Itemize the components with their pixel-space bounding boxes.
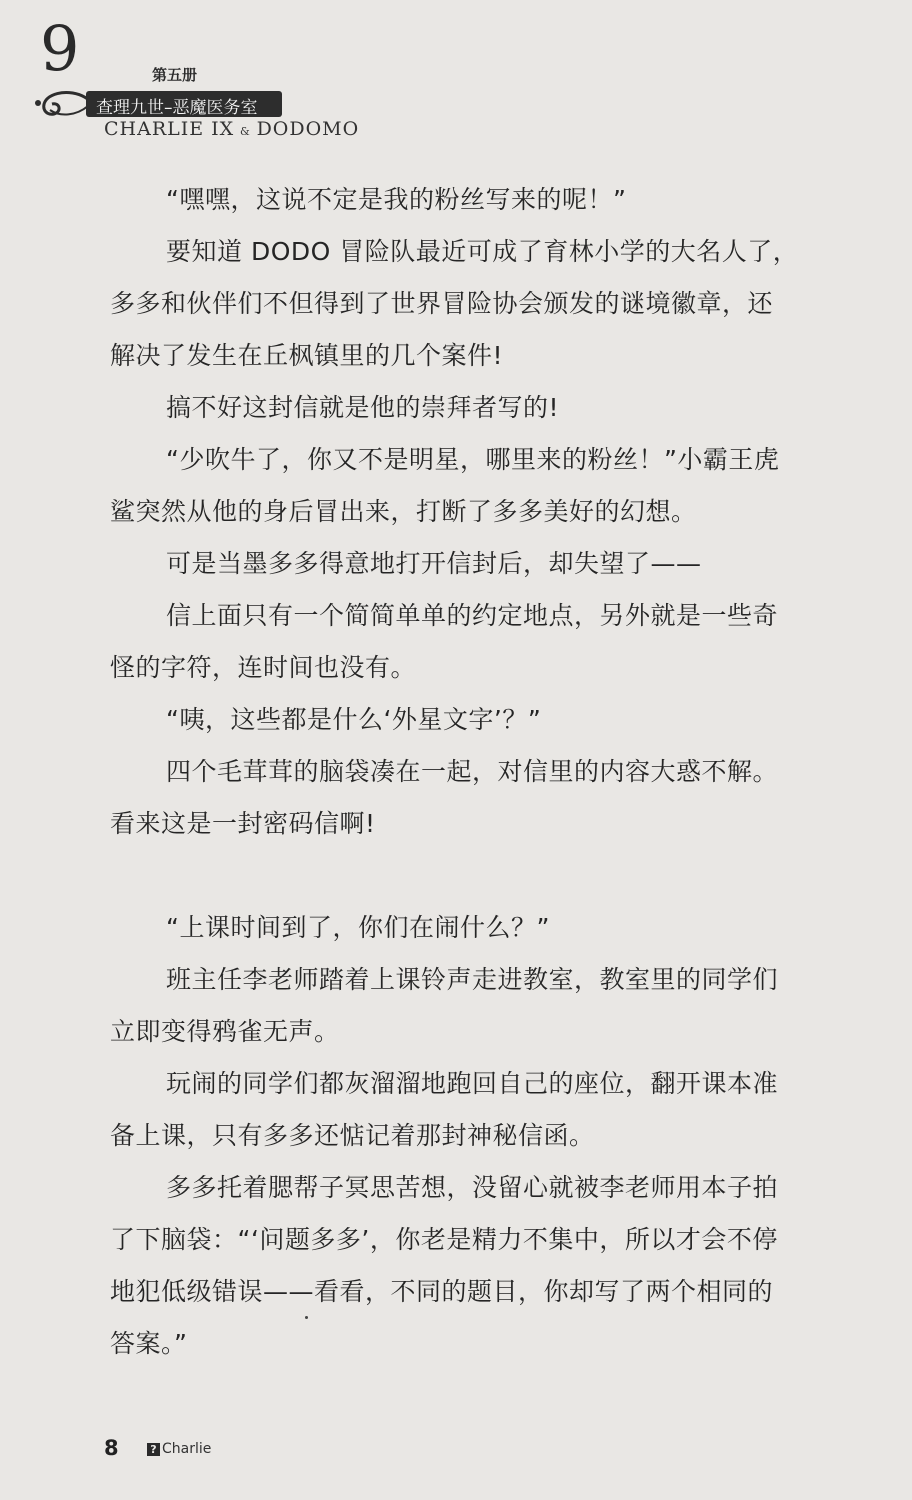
text-line: 立即变得鸦雀无声。 <box>110 1017 340 1046</box>
footer-brand: Charlie <box>162 1441 212 1457</box>
text-line: “少吹牛了，你又不是明星，哪里来的粉丝！”小霸王虎 <box>166 445 780 474</box>
text-line: 地犯低级错误——看看，不同的题目，你却写了两个相同的 <box>110 1277 774 1306</box>
text-line: 怪的字符，连时间也没有。 <box>110 653 417 682</box>
text-line: 多多和伙伴们不但得到了世界冒险协会颁发的谜境徽章，还 <box>110 289 774 318</box>
body-text <box>110 174 852 1370</box>
text-line: 信上面只有一个简简单单的约定地点，另外就是一些奇 <box>166 601 779 630</box>
question-mark-icon: ? <box>147 1443 160 1456</box>
subtitle-dodomo: DODOMO <box>256 118 360 140</box>
subtitle-charlie: CHARLIE IX <box>104 118 235 140</box>
series-number: 9 <box>40 12 80 85</box>
text-line: 答案。” <box>110 1329 188 1358</box>
text-line: “嘿嘿，这说不定是我的粉丝写来的呢！” <box>166 185 627 214</box>
text-line: 备上课，只有多多还惦记着那封神秘信函。 <box>110 1121 595 1150</box>
print-speck <box>305 1316 308 1319</box>
text-line: “咦，这些都是什么‘外星文字’？” <box>166 705 542 734</box>
text-line: 搞不好这封信就是他的崇拜者写的! <box>166 393 560 422</box>
text-line <box>110 850 852 902</box>
text-line: 多多托着腮帮子冥思苦想，没留心就被李老师用本子拍 <box>166 1173 779 1202</box>
text-line: 了下脑袋：“‘问题多多’，你老是精力不集中，所以才会不停 <box>110 1225 778 1254</box>
text-line: 解决了发生在丘枫镇里的几个案件! <box>110 341 504 370</box>
volume-label: 第五册 <box>152 66 198 84</box>
book-subtitle <box>104 118 359 140</box>
text-line: 四个毛茸茸的脑袋凑在一起，对信里的内容大惑不解。 <box>166 757 779 786</box>
book-title: 查理九世–恶魔医务室 <box>96 98 258 118</box>
page-number: 8 <box>104 1436 119 1460</box>
text-line: 要知道 DODO 冒险队最近可成了育林小学的大名人了， <box>166 237 799 266</box>
subtitle-ampersand: & <box>239 125 251 138</box>
text-line: 玩闹的同学们都灰溜溜地跑回自己的座位，翻开课本准 <box>166 1069 779 1098</box>
text-line: 鲨突然从他的身后冒出来，打断了多多美好的幻想。 <box>110 497 697 526</box>
text-line: 班主任李老师踏着上课铃声走进教室，教室里的同学们 <box>166 965 779 994</box>
text-line: 可是当墨多多得意地打开信封后，却失望了—— <box>166 549 702 578</box>
text-line: 看来这是一封密码信啊! <box>110 809 376 838</box>
text-line: “上课时间到了，你们在闹什么？” <box>166 913 550 942</box>
